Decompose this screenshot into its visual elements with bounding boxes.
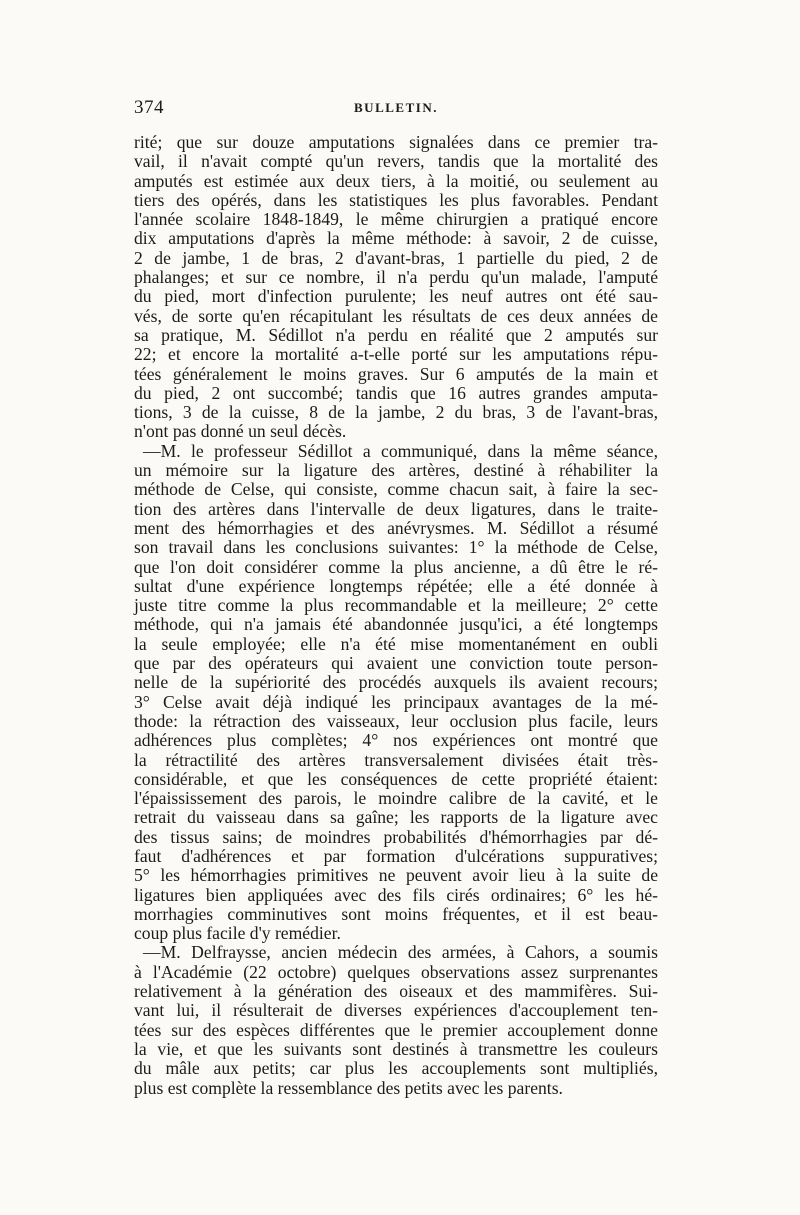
text-line: dix amputations d'après la même méthode: à savoir, 2 de cuisse,	[134, 228, 658, 249]
text-line: juste titre comme la plus recommandable et la meilleure; 2° cette	[134, 595, 658, 616]
text-line: tion des artères dans l'intervalle de deux ligatures, dans le traite-	[134, 498, 658, 519]
text-line: plus est complète la ressemblance des petits avec les parents.	[134, 1077, 563, 1098]
text-line: ment des hémorrhagies et des anévrysmes. M. Sédillot a résumé	[134, 517, 658, 538]
text-line: considérable, et que les conséquences de cette propriété étaient:	[134, 768, 658, 789]
text-line: tées généralement le moins graves. Sur 6 amputés de la main et	[134, 363, 658, 384]
text-line: la rétractilité des artères transversalement divisées était très-	[134, 749, 658, 770]
text-line: tions, 3 de la cuisse, 8 de la jambe, 2 du bras, 3 de l'avant-bras,	[134, 402, 658, 423]
text-line: sa pratique, M. Sédillot n'a perdu en réalité que 2 amputés sur	[134, 324, 658, 345]
text-line: adhérences plus complètes; 4° nos expériences ont montré que	[134, 730, 658, 751]
text-line: que l'on doit considérer comme la plus ancienne, a dû être le ré-	[134, 556, 658, 577]
text-line: que par des opérateurs qui avaient une conviction toute person-	[134, 653, 658, 674]
text-line: —M. le professeur Sédillot a communiqué, dans la même séance,	[143, 440, 658, 461]
text-line: nelle de la supériorité des procédés auxquels ils avaient recours;	[134, 672, 658, 693]
text-line: son travail dans les conclusions suivantes: 1° la méthode de Celse,	[134, 537, 658, 558]
page-header	[134, 97, 658, 123]
text-line: méthode de Celse, qui consiste, comme chacun sait, à faire la sec-	[134, 479, 658, 500]
text-line: du pied, 2 ont succombé; tandis que 16 autres grandes amputa-	[134, 382, 658, 403]
text-line: vail, il n'avait compté qu'un revers, tandis que la mortalité des	[134, 151, 658, 172]
text-line: tées sur des espèces différentes que le premier accouplement donne	[134, 1019, 658, 1040]
text-line: amputés est estimée aux deux tiers, à la moitié, ou seulement au	[134, 170, 658, 191]
text-line: 22; et encore la mortalité a-t-elle porté sur les amputations répu-	[134, 344, 658, 365]
text-line: relativement à la génération des oiseaux et des mammifères. Sui-	[134, 981, 658, 1002]
text-line: méthode, qui n'a jamais été abandonnée jusqu'ici, a été longtemps	[134, 614, 658, 635]
text-line: la seule employée; elle n'a été mise momentanément en oubli	[134, 633, 658, 654]
text-line: tiers des opérés, dans les statistiques les plus favorables. Pendant	[134, 189, 658, 210]
text-line: 3° Celse avait déjà indiqué les principaux avantages de la mé-	[134, 691, 658, 712]
text-line: sultat d'une expérience longtemps répétée; elle a été donnée à	[134, 575, 658, 596]
text-line: —M. Delfraysse, ancien médecin des armées, à Cahors, a soumis	[143, 942, 658, 963]
text-line: un mémoire sur la ligature des artères, destiné à réhabiliter la	[134, 460, 658, 481]
text-line: l'année scolaire 1848-1849, le même chirurgien a pratiqué encore	[134, 209, 658, 230]
running-head: BULLETIN.	[354, 100, 438, 115]
text-line: 5° les hémorrhagies primitives ne peuvent avoir lieu à la suite de	[134, 865, 658, 886]
text-line: ligatures bien appliquées avec des fils cirés ordinaires; 6° les hé-	[134, 884, 658, 905]
text-line: rité; que sur douze amputations signalées dans ce premier tra-	[134, 132, 658, 152]
text-line: phalanges; et sur ce nombre, il n'a perdu qu'un malade, l'amputé	[134, 267, 658, 288]
text-line: 2 de jambe, 1 de bras, 2 d'avant-bras, 1 partielle du pied, 2 de	[134, 247, 658, 268]
text-line: n'ont pas donné un seul décès.	[134, 421, 347, 442]
text-line: à l'Académie (22 octobre) quelques observations assez surprenantes	[134, 961, 658, 982]
body-text	[134, 133, 658, 1098]
text-line: retrait du vaisseau dans sa gaîne; les rapports de la ligature avec	[134, 807, 658, 828]
text-line: du pied, mort d'infection purulente; les neuf autres ont été sau-	[134, 286, 658, 307]
text-line: coup plus facile d'y remédier.	[134, 923, 341, 944]
text-line: vant lui, il résulterait de diverses expériences d'accouplement ten-	[134, 1000, 658, 1021]
text-line: la vie, et que les suivants sont destinés à transmettre les couleurs	[134, 1038, 658, 1059]
text-line: du mâle aux petits; car plus les accouplements sont multipliés,	[134, 1058, 658, 1079]
text-line: l'épaississement des parois, le moindre calibre de la cavité, et le	[134, 788, 658, 809]
text-line: faut d'adhérences et par formation d'ulcérations suppuratives;	[134, 845, 658, 866]
text-line: des tissus sains; de moindres probabilités d'hémorrhagies par dé-	[134, 826, 658, 847]
page-number: 374	[134, 97, 164, 118]
text-line: thode: la rétraction des vaisseaux, leur occlusion plus facile, leurs	[134, 710, 658, 731]
text-line: vés, de sorte qu'en récapitulant les résultats de ces deux années de	[134, 305, 658, 326]
text-line: morrhagies comminutives sont moins fréquentes, et il est beau-	[134, 903, 658, 924]
